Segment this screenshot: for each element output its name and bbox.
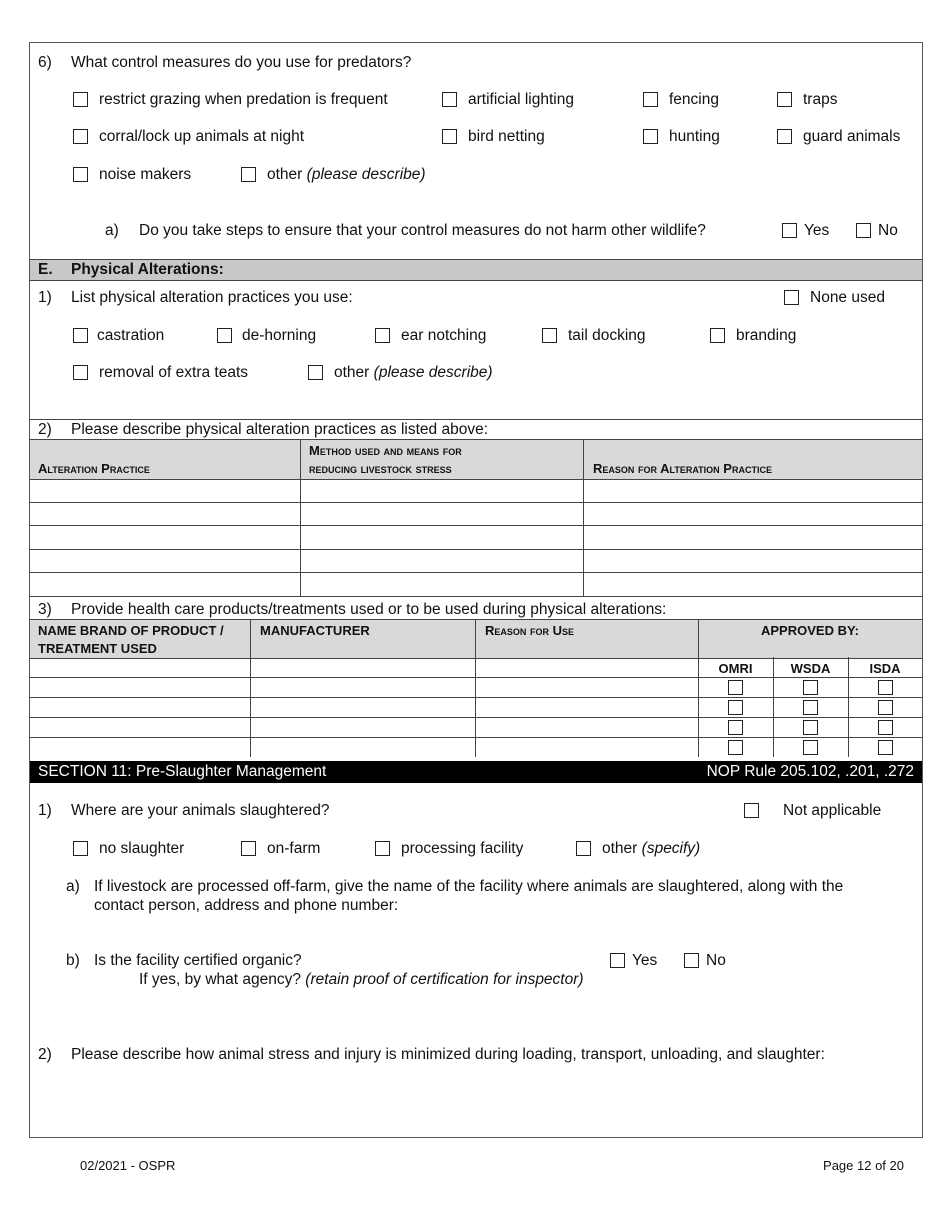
checkbox-de-horning[interactable]: [217, 328, 232, 343]
certified-yes-label: Yes: [632, 952, 658, 969]
option-guard-animals: guard animals: [803, 128, 901, 145]
e3-text: Provide health care products/treatments used or to be used during physical alterations:: [71, 601, 667, 618]
table-row: [30, 677, 922, 678]
option-tail-docking: tail docking: [568, 327, 646, 344]
option-fencing: fencing: [669, 91, 719, 108]
col-approved-by: APPROVED BY:: [761, 623, 859, 638]
option-noise-makers: noise makers: [99, 166, 192, 183]
checkbox-on-farm[interactable]: [241, 841, 256, 856]
option-castration: castration: [97, 327, 165, 344]
section-e-header: [30, 259, 922, 281]
alteration-table-header: [30, 439, 922, 480]
checkbox-isda-row4[interactable]: [878, 740, 893, 755]
table-row: [30, 717, 922, 718]
e3-number: 3): [38, 601, 52, 618]
option-restrict-grazing: restrict grazing when predation is frequent: [99, 91, 388, 108]
q6a-yes-label: Yes: [804, 222, 830, 239]
table-row: [30, 697, 922, 698]
col-wsda: WSDA: [790, 661, 831, 676]
q6a-question: Do you take steps to ensure that your control measures do not harm other wildlife?: [139, 222, 706, 239]
checkbox-no-slaughter[interactable]: [73, 841, 88, 856]
s11-q1a-line2: contact person, address and phone number:: [94, 897, 399, 914]
col-omri: OMRI: [718, 661, 753, 676]
checkbox-other-slaughter[interactable]: [576, 841, 591, 856]
section-e-letter: E.: [38, 261, 53, 278]
footer-page-number: Page 12 of 20: [823, 1158, 904, 1173]
section-11-title: SECTION 11: Pre-Slaughter Management: [38, 763, 327, 780]
s11-q1-number: 1): [38, 802, 52, 819]
checkbox-hunting[interactable]: [643, 129, 658, 144]
checkbox-q6a-yes[interactable]: [782, 223, 797, 238]
checkbox-none-used[interactable]: [784, 290, 799, 305]
checkbox-bird-netting[interactable]: [442, 129, 457, 144]
checkbox-removal-teats[interactable]: [73, 365, 88, 380]
checkbox-q6a-no[interactable]: [856, 223, 871, 238]
checkbox-wsda-row4[interactable]: [803, 740, 818, 755]
table-row: [30, 737, 922, 738]
s11-q2-text: Please describe how animal stress and injury is minimized during loading, transport, unloading, and slaughter:: [71, 1046, 825, 1063]
s11-q2-number: 2): [38, 1046, 52, 1063]
option-other-alteration: other (please describe): [334, 364, 493, 381]
checkbox-processing-facility[interactable]: [375, 841, 390, 856]
checkbox-other-alteration[interactable]: [308, 365, 323, 380]
e1-number: 1): [38, 289, 52, 306]
form-frame: [29, 42, 923, 1138]
q6a-label: a): [105, 222, 119, 239]
not-applicable-label: Not applicable: [783, 802, 882, 819]
checkbox-fencing[interactable]: [643, 92, 658, 107]
col-manufacturer: MANUFACTURER: [260, 623, 370, 638]
q6-question: What control measures do you use for predators?: [71, 54, 412, 71]
s11-q1a-line1: If livestock are processed off-farm, give the name of the facility where animals are slaughtered, along with the: [94, 878, 844, 895]
e2-number: 2): [38, 421, 52, 438]
s11-q1b-label: b): [66, 952, 80, 969]
checkbox-certified-yes[interactable]: [610, 953, 625, 968]
section-e-title: Physical Alterations:: [71, 261, 224, 278]
checkbox-corral[interactable]: [73, 129, 88, 144]
checkbox-noise-makers[interactable]: [73, 167, 88, 182]
divider: [30, 419, 922, 420]
checkbox-branding[interactable]: [710, 328, 725, 343]
checkbox-isda-row3[interactable]: [878, 720, 893, 735]
col-alteration-practice: Alteration Practice: [38, 461, 150, 476]
option-ear-notching: ear notching: [401, 327, 487, 344]
treatment-table-header: [30, 619, 922, 659]
checkbox-isda-row2[interactable]: [878, 700, 893, 715]
option-traps: traps: [803, 91, 838, 108]
s11-q1b-line1: Is the facility certified organic?: [94, 952, 302, 969]
e1-text: List physical alteration practices you use:: [71, 289, 353, 306]
table-row: [30, 502, 922, 503]
option-other-predator: other (please describe): [267, 166, 426, 183]
section-11-header: [30, 761, 922, 783]
col-reason-for-use: Reason for Use: [485, 623, 575, 638]
option-bird-netting: bird netting: [468, 128, 545, 145]
table-row: [30, 596, 922, 597]
checkbox-omri-row2[interactable]: [728, 700, 743, 715]
option-other-slaughter: other (specify): [602, 840, 701, 857]
option-removal-teats: removal of extra teats: [99, 364, 249, 381]
checkbox-wsda-row1[interactable]: [803, 680, 818, 695]
checkbox-artificial-lighting[interactable]: [442, 92, 457, 107]
option-processing-facility: processing facility: [401, 840, 524, 857]
col-method-line1: Method used and means for: [309, 443, 462, 458]
checkbox-castration[interactable]: [73, 328, 88, 343]
checkbox-isda-row1[interactable]: [878, 680, 893, 695]
checkbox-certified-no[interactable]: [684, 953, 699, 968]
option-artificial-lighting: artificial lighting: [468, 91, 574, 108]
checkbox-omri-row3[interactable]: [728, 720, 743, 735]
s11-q1b-line2: If yes, by what agency? (retain proof of certification for inspector): [139, 971, 584, 988]
col-method-line2: reducing livestock stress: [309, 461, 452, 476]
option-branding: branding: [736, 327, 797, 344]
col-name-brand-line1: NAME BRAND OF PRODUCT /: [38, 623, 224, 638]
option-corral: corral/lock up animals at night: [99, 128, 305, 145]
checkbox-not-applicable[interactable]: [744, 803, 759, 818]
s11-q1-text: Where are your animals slaughtered?: [71, 802, 330, 819]
checkbox-wsda-row2[interactable]: [803, 700, 818, 715]
certified-no-label: No: [706, 952, 726, 969]
col-name-brand-line2: TREATMENT USED: [38, 641, 157, 656]
checkbox-omri-row1[interactable]: [728, 680, 743, 695]
table-row: [30, 525, 922, 526]
checkbox-traps[interactable]: [777, 92, 792, 107]
checkbox-restrict-grazing[interactable]: [73, 92, 88, 107]
checkbox-guard-animals[interactable]: [777, 129, 792, 144]
q6a-no-label: No: [878, 222, 898, 239]
checkbox-tail-docking[interactable]: [542, 328, 557, 343]
option-hunting: hunting: [669, 128, 720, 145]
checkbox-wsda-row3[interactable]: [803, 720, 818, 735]
checkbox-omri-row4[interactable]: [728, 740, 743, 755]
checkbox-other-predator[interactable]: [241, 167, 256, 182]
checkbox-ear-notching[interactable]: [375, 328, 390, 343]
table-row: [30, 549, 922, 550]
option-on-farm: on-farm: [267, 840, 321, 857]
e2-text: Please describe physical alteration practices as listed above:: [71, 421, 489, 438]
option-de-horning: de-horning: [242, 327, 317, 344]
none-used-label: None used: [810, 289, 885, 306]
option-no-slaughter: no slaughter: [99, 840, 185, 857]
section-11-rule: NOP Rule 205.102, .201, .272: [706, 763, 914, 780]
s11-q1a-label: a): [66, 878, 80, 895]
col-reason-alteration: Reason for Alteration Practice: [593, 461, 772, 476]
footer-date: 02/2021 - OSPR: [80, 1158, 176, 1173]
table-row: [30, 572, 922, 573]
col-isda: ISDA: [869, 661, 901, 676]
q6-number: 6): [38, 54, 52, 71]
